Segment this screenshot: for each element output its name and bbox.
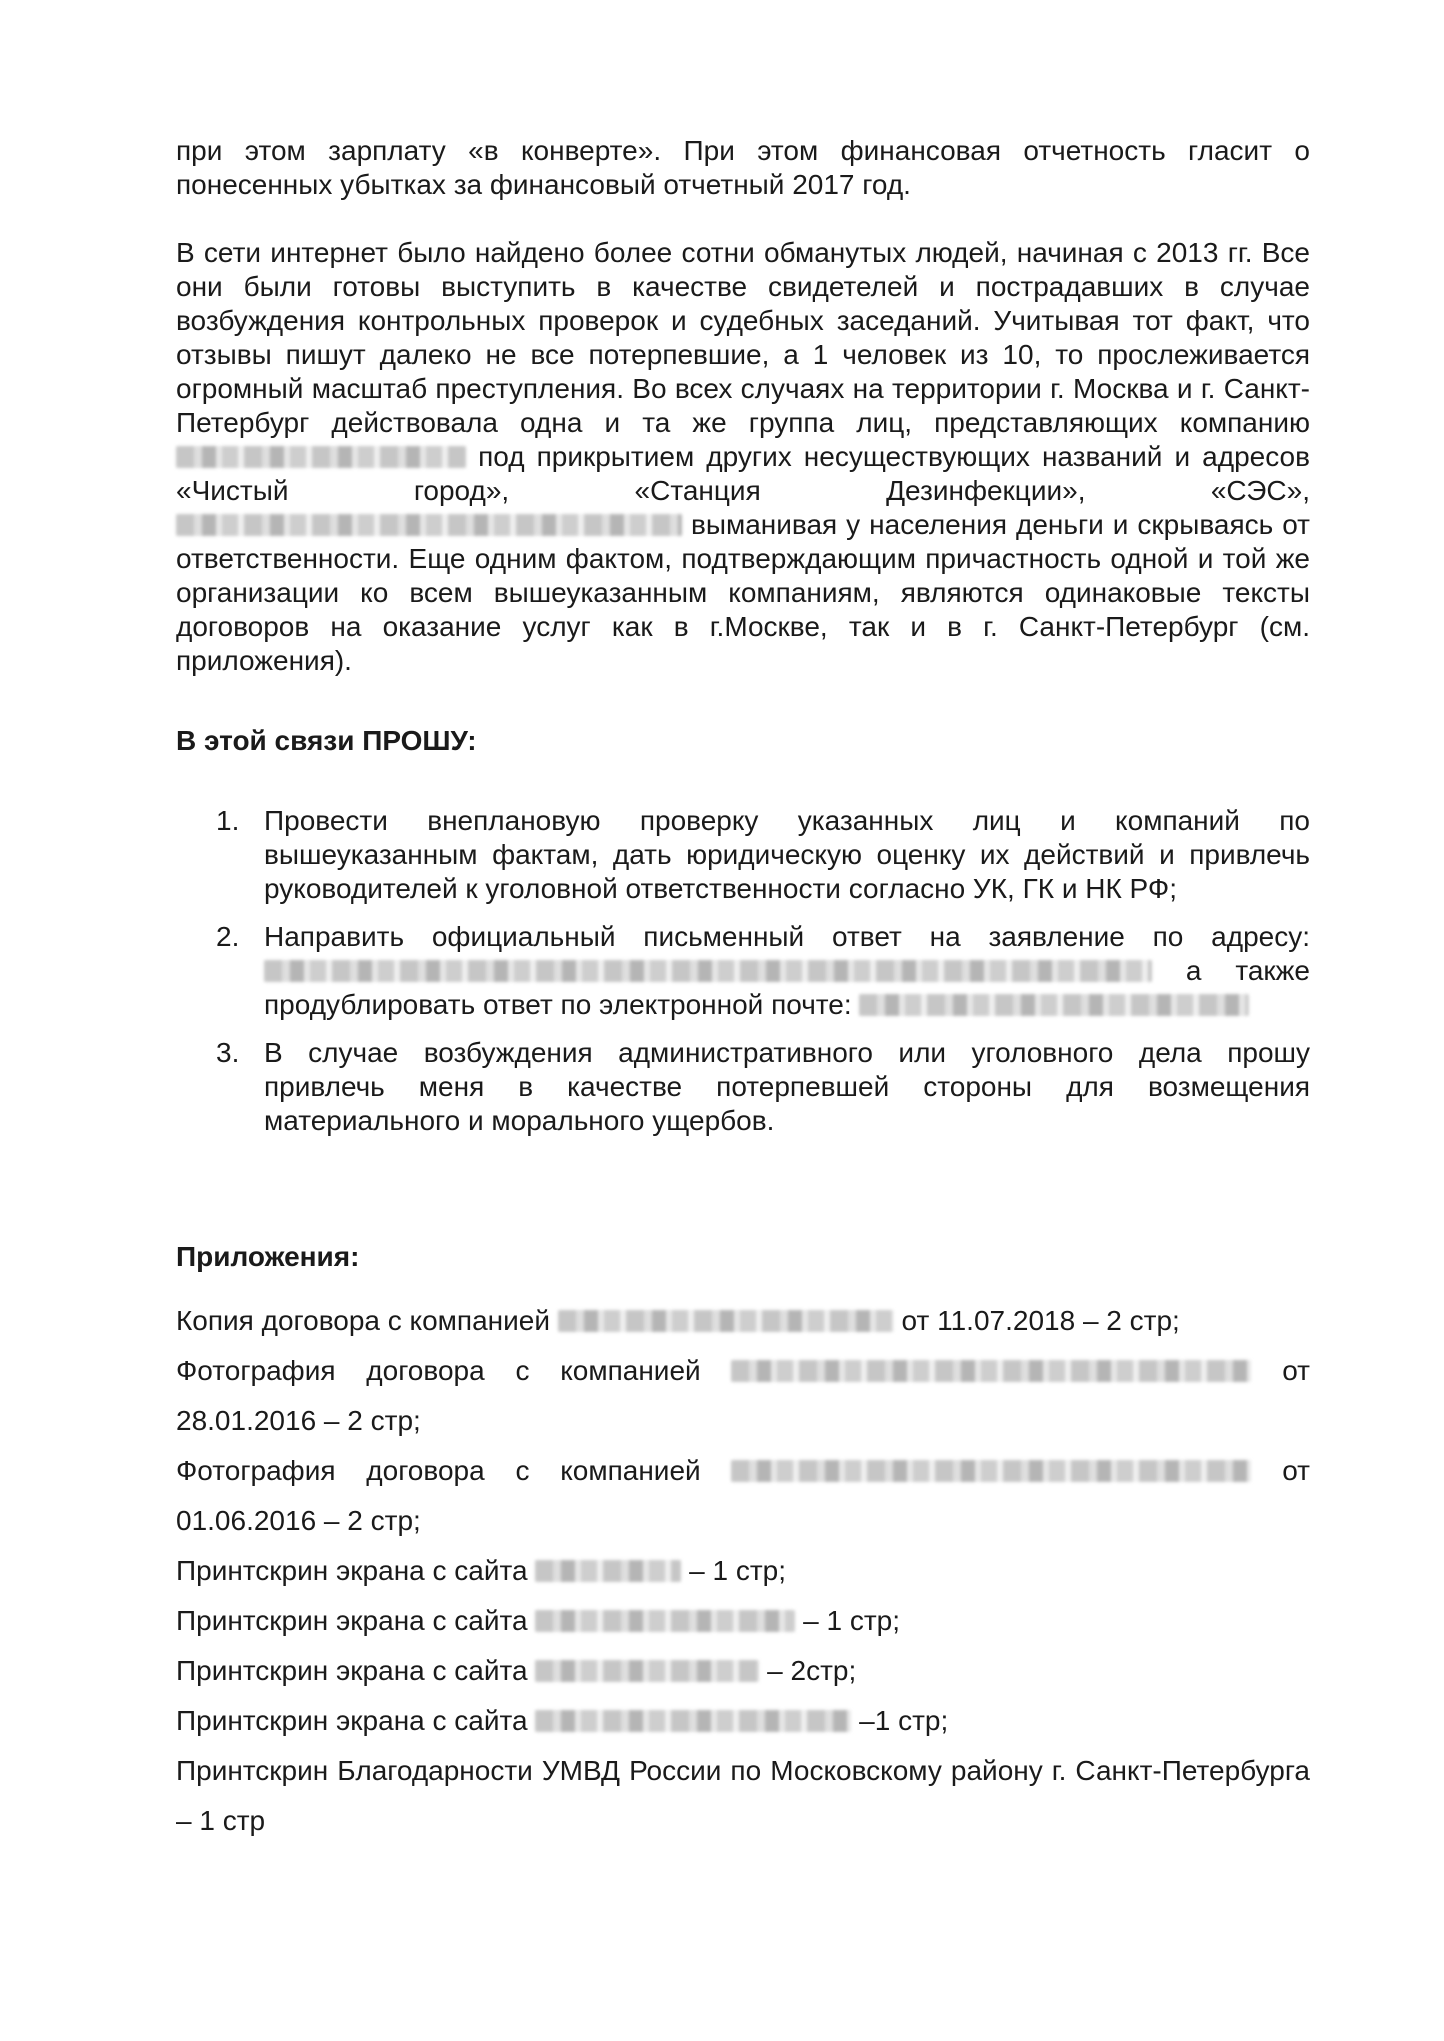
- redacted-company-name: [731, 1460, 1251, 1482]
- redacted-company-name: [176, 446, 466, 468]
- paragraph-victims-part-3: выманивая у населения деньги и скрываясь от ответственности. Еще одним фактом, подтверждающим причастность одной и той же организации ко всем вышеуказанным компаниям, являются одинаковые тексты договоров на оказание услуг как в г.Москве, так и в г. Санкт-Петербург (см. приложения).: [176, 509, 1310, 676]
- paragraph-victims-part-1: В сети интернет было найдено более сотни обманутых людей, начиная с 2013 гг. Все они были готовы выступить в качестве свидетелей и пострадавших в случае возбуждения контрольных проверок и судебных заседаний. Учитывая тот факт, что отзывы пишут далеко не все потерпевшие, а 1 человек из 10, то прослеживается огромный масштаб преступления. Во всех случаях на территории г. Москва и г. Санкт-Петербург действовала одна и та же группа лиц, представляющих компанию: [176, 237, 1310, 438]
- request-text: В случае возбуждения административного или уголовного дела прошу привлечь меня в качестве потерпевшей стороны для возмещения материального и морального ущербов.: [264, 1037, 1310, 1136]
- paragraph-victims-part-2: под прикрытием других несуществующих названий и адресов «Чистый город», «Станция Дезинфекции», «СЭС»,: [176, 441, 1310, 506]
- paragraph-salary: [176, 134, 1310, 202]
- paragraph-victims: [176, 236, 1310, 678]
- appendix-item-4: [176, 1546, 1310, 1596]
- redacted-company-name: [731, 1360, 1251, 1382]
- appendix-text: Принтскрин экрана с сайта: [176, 1605, 528, 1636]
- appendix-text: от 01.06.2016 – 2 стр;: [176, 1455, 1310, 1536]
- appendix-item-7: [176, 1696, 1310, 1746]
- appendix-text: Копия договора с компанией: [176, 1305, 550, 1336]
- appendix-item-3: [176, 1446, 1310, 1546]
- appendix-text: от 11.07.2018 – 2 стр;: [901, 1305, 1180, 1336]
- request-number: 1.: [216, 805, 240, 836]
- request-item-3: [176, 1036, 1310, 1138]
- appendix-item-5: [176, 1596, 1310, 1646]
- appendix-text: –1 стр;: [859, 1705, 949, 1736]
- redacted-email: [859, 994, 1249, 1016]
- redacted-company-name-2: [176, 514, 682, 536]
- appendix-item-1: [176, 1296, 1310, 1346]
- appendix-heading: Приложения:: [176, 1241, 360, 1272]
- request-list: [176, 804, 1310, 1138]
- redacted-site-url: [535, 1660, 759, 1682]
- request-number: 3.: [216, 1037, 240, 1068]
- request-item-2: [176, 920, 1310, 1022]
- redacted-address: [264, 960, 1152, 982]
- document-page: [176, 134, 1310, 1846]
- request-item-1: [176, 804, 1310, 906]
- appendix-item-2: [176, 1346, 1310, 1446]
- paragraph-salary-text: при этом зарплату «в конверте». При этом финансовая отчетность гласит о понесенных убытках за финансовый отчетный 2017 год.: [176, 135, 1310, 200]
- redacted-site-url: [535, 1560, 681, 1582]
- appendix-text: – 1 стр;: [803, 1605, 901, 1636]
- redacted-site-url: [535, 1710, 851, 1732]
- appendix-text: Принтскрин экрана с сайта: [176, 1655, 528, 1686]
- appendix-text: Фотография договора с компанией: [176, 1355, 701, 1386]
- request-text-part-2: а также продублировать ответ по электронной почте:: [264, 955, 1310, 1020]
- appendix-text: – 2стр;: [767, 1655, 857, 1686]
- request-text-part-1: Направить официальный письменный ответ на заявление по адресу:: [264, 921, 1310, 952]
- redacted-company-name: [558, 1310, 894, 1332]
- appendix-item-8: [176, 1746, 1310, 1846]
- appendix-text: – 1 стр;: [689, 1555, 787, 1586]
- request-text: Провести внеплановую проверку указанных лиц и компаний по вышеуказанным фактам, дать юридическую оценку их действий и привлечь руководителей к уголовной ответственности согласно УК, ГК и НК РФ;: [264, 805, 1310, 904]
- redacted-site-url: [535, 1610, 795, 1632]
- appendix-list: [176, 1296, 1310, 1846]
- appendix-item-6: [176, 1646, 1310, 1696]
- request-number: 2.: [216, 921, 240, 952]
- appendix-text: Принтскрин экрана с сайта: [176, 1705, 528, 1736]
- appendix-text: Принтскрин Благодарности УМВД России по Московскому району г. Санкт-Петербурга – 1 стр: [176, 1755, 1310, 1836]
- appendix-text: от 28.01.2016 – 2 стр;: [176, 1355, 1310, 1436]
- appendix-text: Принтскрин экрана с сайта: [176, 1555, 528, 1586]
- request-heading: В этой связи ПРОШУ:: [176, 725, 477, 756]
- appendix-text: Фотография договора с компанией: [176, 1455, 701, 1486]
